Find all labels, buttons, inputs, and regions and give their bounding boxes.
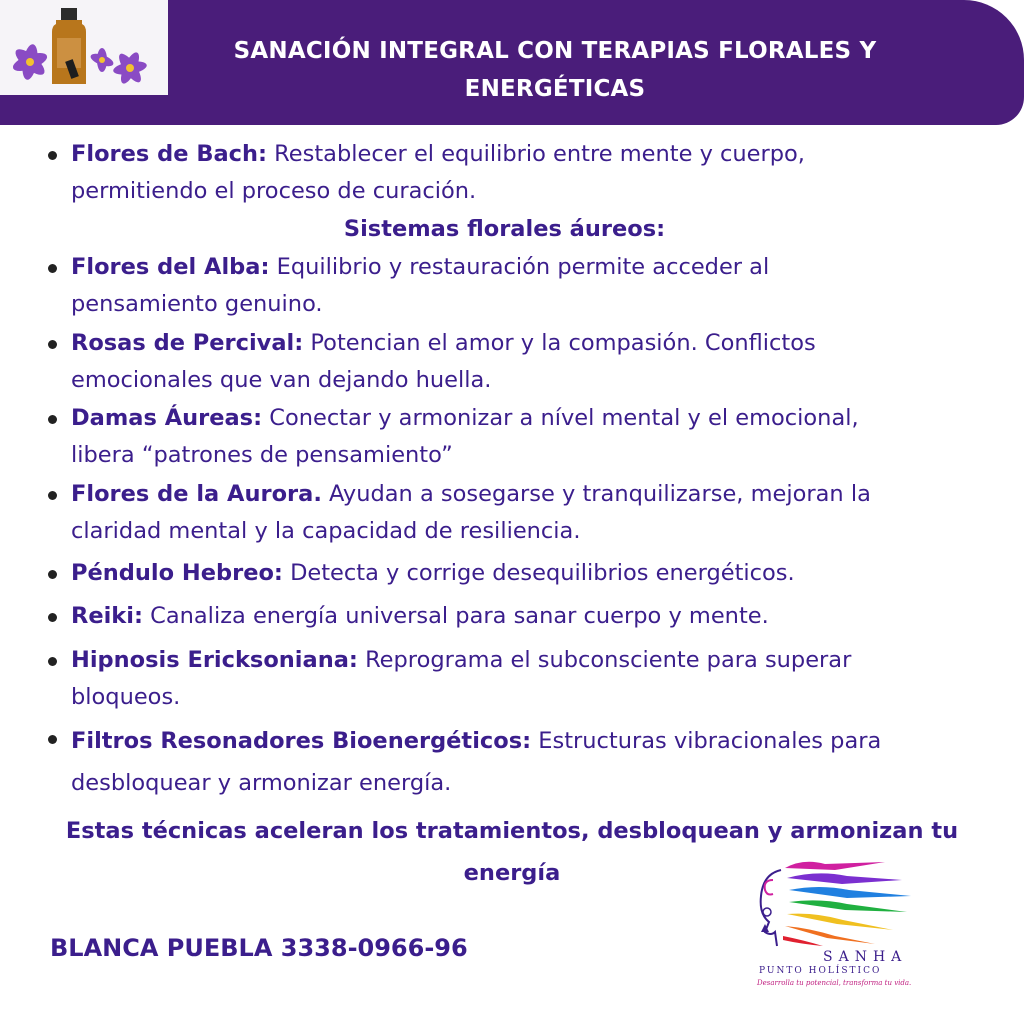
- description-cont: bloqueos.: [71, 684, 181, 710]
- bullet-icon: [48, 735, 57, 744]
- closing-line-2: energía: [463, 860, 561, 886]
- term: Flores de Bach:: [71, 141, 268, 167]
- description: Restablecer el equilibrio entre mente y cuerpo,: [274, 141, 805, 167]
- term: Filtros Resonadores Bioenergéticos:: [71, 728, 532, 754]
- description: Conectar y armonizar a nível mental y el emocional,: [269, 405, 859, 431]
- term: Reiki:: [71, 603, 143, 629]
- title-line-2: ENERGÉTICAS: [464, 76, 646, 102]
- description-cont: permitiendo el proceso de curación.: [71, 178, 477, 204]
- contact-info: BLANCA PUEBLA 3338-0966-96: [50, 934, 468, 962]
- logo-tagline: Desarrolla tu potencial, transforma tu vida.: [757, 979, 912, 987]
- bullet-icon: [48, 657, 57, 666]
- logo-name: SANHA: [823, 949, 908, 965]
- closing-line-1: Estas técnicas aceleran los tratamientos, desbloquean y armonizan tu: [65, 818, 959, 844]
- section-subtitle: Sistemas florales áureos:: [343, 216, 666, 242]
- bullet-icon: [48, 570, 57, 579]
- description: Reprograma el subconsciente para superar: [365, 647, 852, 673]
- sanha-logo: [745, 850, 920, 995]
- description-cont: claridad mental y la capacidad de resiliencia.: [71, 518, 581, 544]
- term: Flores del Alba:: [71, 254, 270, 280]
- term: Rosas de Percival:: [71, 330, 304, 356]
- rainbow-profile-icon: [745, 850, 920, 950]
- bullet-icon: [48, 613, 57, 622]
- description: Equilibrio y restauración permite acceder al: [276, 254, 770, 280]
- bullet-icon: [48, 491, 57, 500]
- description-cont: pensamiento genuino.: [71, 291, 323, 317]
- term: Damas Áureas:: [71, 405, 263, 431]
- term: Hipnosis Ericksoniana:: [71, 647, 358, 673]
- description-cont: emocionales que van dejando huella.: [71, 367, 492, 393]
- term: Flores de la Aurora.: [71, 481, 322, 507]
- description: Estructuras vibracionales para: [538, 728, 882, 754]
- description: Potencian el amor y la compasión. Conflictos: [310, 330, 816, 356]
- term: Péndulo Hebreo:: [71, 560, 283, 586]
- bullet-icon: [48, 415, 57, 424]
- bullet-icon: [48, 151, 57, 160]
- description: Ayudan a sosegarse y tranquilizarse, mejoran la: [329, 481, 871, 507]
- description: Detecta y corrige desequilibrios energéticos.: [290, 560, 795, 586]
- bullet-icon: [48, 264, 57, 273]
- description: Canaliza energía universal para sanar cuerpo y mente.: [150, 603, 769, 629]
- description-cont: libera “patrones de pensamiento”: [71, 442, 453, 468]
- logo-subtitle: PUNTO HOLÍSTICO: [759, 966, 882, 976]
- title-line-1: SANACIÓN INTEGRAL CON TERAPIAS FLORALES Y: [233, 38, 877, 64]
- description-cont: desbloquear y armonizar energía.: [71, 770, 452, 796]
- bullet-icon: [48, 340, 57, 349]
